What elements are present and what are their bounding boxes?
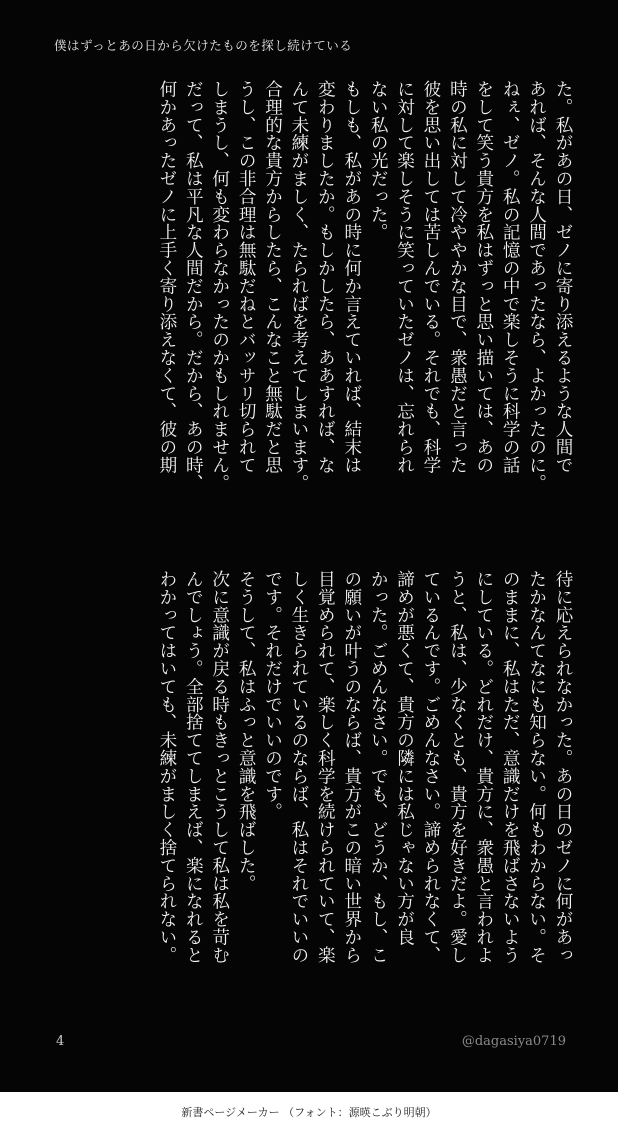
text-column: 目覚められて、楽しく科学を続けられていて、楽 <box>315 570 336 964</box>
text-column: の願いが叶うのならば、貴方がこの暗い世界から <box>341 570 362 964</box>
text-column: あれば、そんな人間であったなら、よかったのに。 <box>526 80 547 492</box>
generator-credit: 新書ページメーカー （フォント：源暎こぶり明朝） <box>181 1106 437 1119</box>
text-column: そうして、私はふっと意識を飛ばした。 <box>236 570 257 893</box>
lower-text-block <box>76 570 576 1010</box>
chapter-title: 僕はずっとあの日から欠けたものを探し続けている <box>54 38 353 53</box>
text-column: です。それだけでいいのです。 <box>262 570 283 821</box>
text-column: に対して楽しそうに笑っていたゼノは、忘れられ <box>394 80 415 474</box>
text-column: 彼を思い出しては苦しんでいる。それでも、科学 <box>420 80 441 474</box>
author-handle: @dagasiya0719 <box>461 1034 566 1049</box>
text-column: だって、私は平凡な人間だから。だから、あの時、 <box>183 80 204 492</box>
text-column: わかってはいても、未練がましく捨てられない。 <box>156 570 177 964</box>
text-column: 次に意識が戻る時もきっとこうして私は私を苛む <box>209 570 230 964</box>
text-column: んでしょう。全部捨ててしまえば、楽になれると <box>183 570 204 964</box>
text-column: た。私があの日、ゼノに寄り添えるような人間で <box>553 80 573 474</box>
text-column: 変わりましたか。もしかしたら、ああすれば、な <box>315 80 336 474</box>
text-column: しく生きられているのならば、私はそれでいいの <box>288 570 309 964</box>
text-column: ねぇ、ゼノ。私の記憶の中で楽しそうに科学の話 <box>500 80 521 474</box>
page-number: 4 <box>56 1034 65 1049</box>
text-column: うし、この非合理は無駄だねとバッサリ切られて <box>236 80 257 474</box>
text-column: ているんです。ごめんなさい。諦められなくて、 <box>420 570 441 964</box>
text-column: をして笑う貴方を私はずっと思い描いては、あの <box>473 80 494 474</box>
text-column: にしている。どれだけ、貴方に、衆愚と言われよ <box>473 570 494 964</box>
text-column: んて未練がましく、たらればを考えてしまいます。 <box>288 80 309 492</box>
text-column: かった。ごめんなさい。でも、どうか、もし、こ <box>368 570 389 964</box>
text-column: しまうし、何も変わらなかったのかもしれません。 <box>209 80 230 492</box>
text-column: たかなんてなにも知らない。何もわからない。そ <box>526 570 547 964</box>
text-column: 合理的な貴方からしたら、こんなこと無駄だと思 <box>262 80 283 474</box>
text-column: 諦めが悪くて、貴方の隣には私じゃない方が良 <box>394 570 415 946</box>
text-column: のままに、私はただ、意識だけを飛ばさないよう <box>500 570 521 964</box>
text-column: 待に応えられなかった。あの日のゼノに何があっ <box>553 570 573 964</box>
upper-text-block <box>76 80 576 520</box>
text-column: 何かあったゼノに上手く寄り添えなくて、彼の期 <box>156 80 177 474</box>
text-column: うと、私は、少なくとも、貴方を好きだよ。愛し <box>447 570 468 964</box>
text-column: 時の私に対して冷ややかな目で、衆愚だと言った <box>447 80 468 474</box>
text-column: もしも、私があの時に何か言えていれば、結末は <box>341 80 362 474</box>
text-column: ない私の光だった。 <box>368 80 389 242</box>
